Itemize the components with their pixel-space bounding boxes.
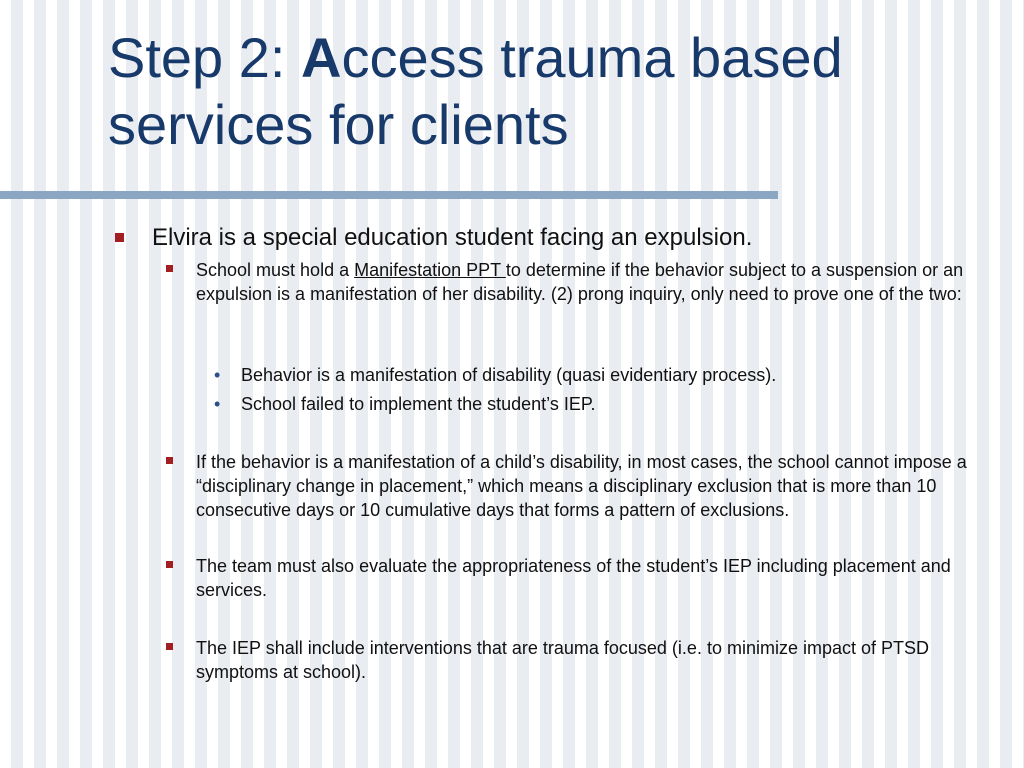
square-bullet-icon xyxy=(166,643,173,650)
title-rest: ccess trauma based services for clients xyxy=(108,26,843,156)
prong-two-text: School failed to implement the student’s IEP. xyxy=(241,394,596,414)
prong-one-text: Behavior is a manifestation of disability (quasi evidentiary process). xyxy=(241,365,777,385)
trauma-interventions-bullet: The IEP shall include interventions that are trauma focused (i.e. to minimize impact of PTSD symptoms at school). xyxy=(196,638,929,682)
sub1-text-after: to determine if the behavior subject to a suspension or an expulsion is a manifestation of her disability. (2) prong inquiry, only need to prove one of the two: xyxy=(196,260,964,304)
dot-bullet-icon: • xyxy=(214,365,221,385)
team-evaluation-bullet: The team must also evaluate the appropriateness of the student’s IEP including placement and services. xyxy=(196,556,951,600)
disciplinary-change-bullet: If the behavior is a manifestation of a child’s disability, in most cases, the school cannot impose a “disciplinary change in placement,” which means a disciplinary exclusion that is more than 10 consecutive days or 10 cumulative days that forms a pattern of exclusions. xyxy=(196,452,967,520)
square-bullet-icon xyxy=(166,457,173,464)
sub1-text-before: School must hold a xyxy=(196,260,355,280)
manifestation-ppt-link[interactable]: Manifestation PPT xyxy=(354,260,506,280)
square-bullet-icon xyxy=(166,561,173,568)
title-accent-letter: A xyxy=(301,26,342,89)
square-bullet-icon xyxy=(115,233,124,242)
square-bullet-icon xyxy=(166,265,173,272)
manifestation-ppt-bullet xyxy=(196,258,1006,306)
title-prefix: Step 2: xyxy=(108,26,302,89)
main-bullet-text: Elvira is a special education student facing an expulsion. xyxy=(152,224,753,251)
dot-bullet-icon: • xyxy=(214,394,221,414)
